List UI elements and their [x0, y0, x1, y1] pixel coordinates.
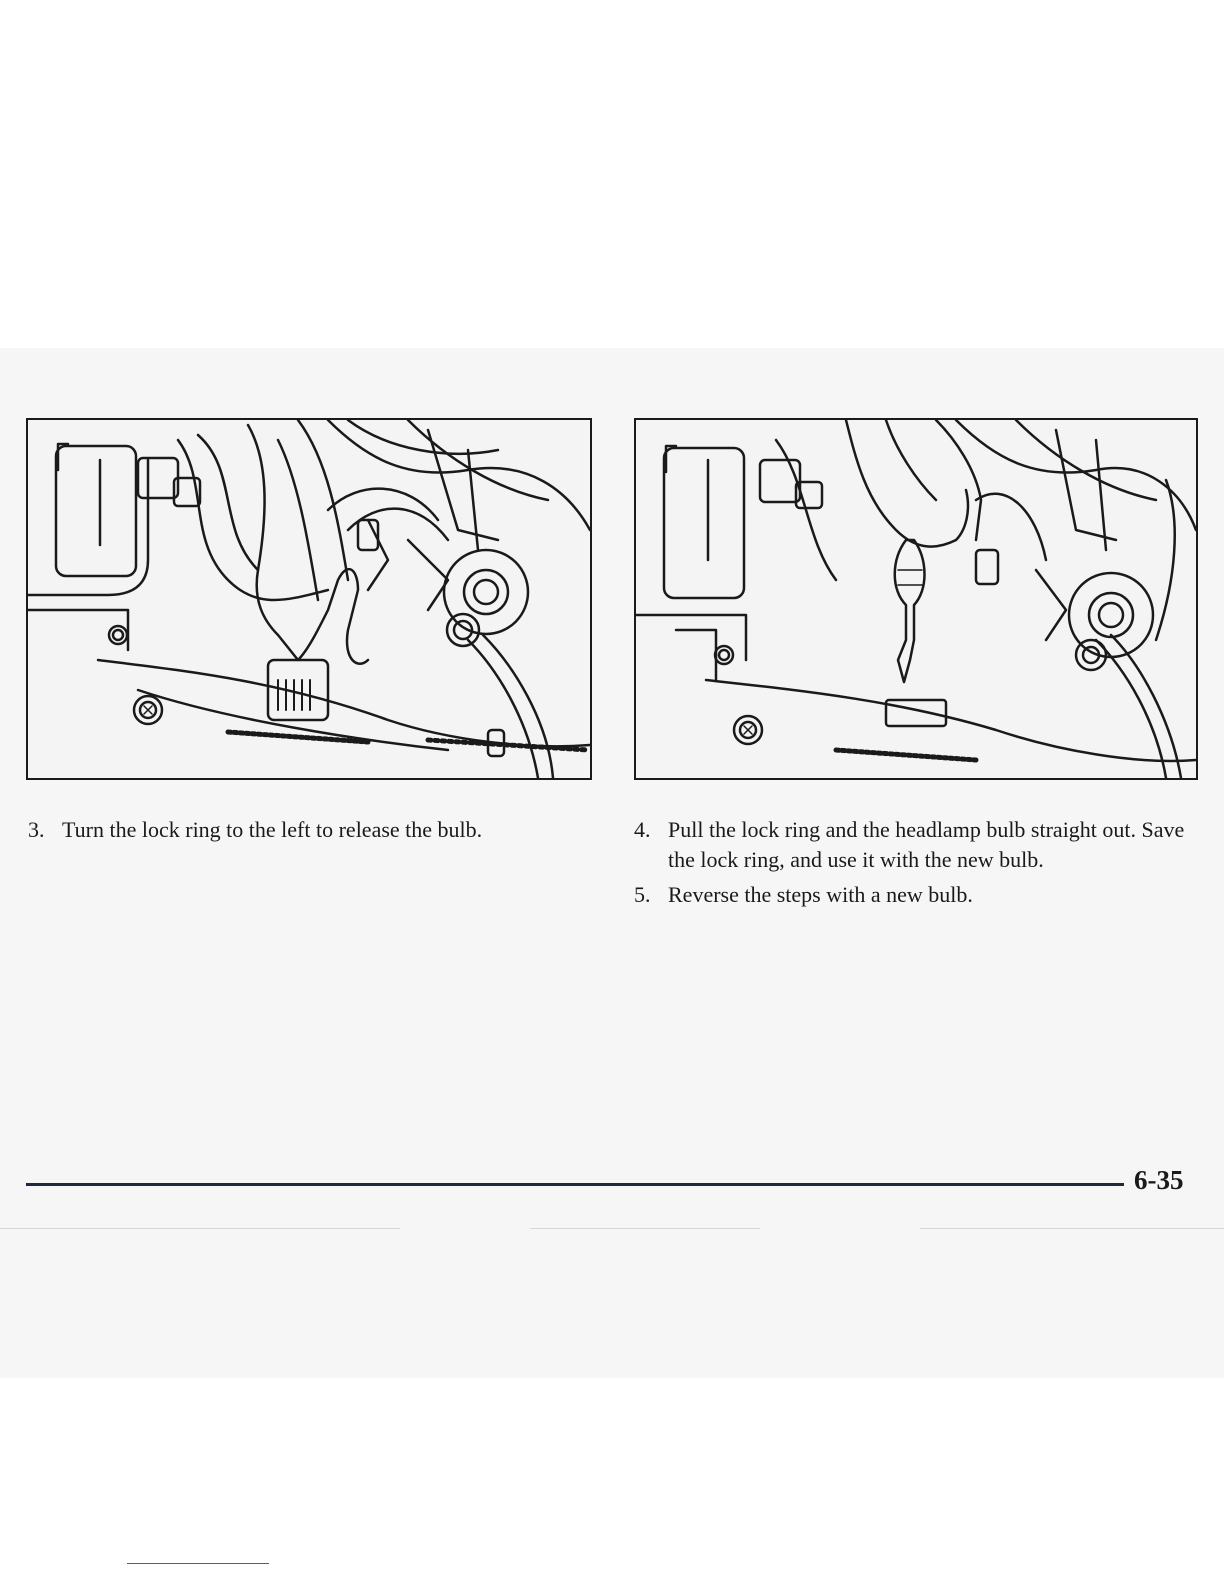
illustration-bulb-removal: [634, 418, 1198, 780]
instruction-step-5: [634, 880, 1204, 910]
step-number: 3.: [28, 817, 45, 842]
footer-rule: [26, 1183, 1124, 1186]
step-text: Reverse the steps with a new bulb.: [668, 882, 973, 907]
illustration-lock-ring-turn: [26, 418, 592, 780]
scan-artifact-line: [920, 1228, 1224, 1229]
step-text: Turn the lock ring to the left to release the bulb.: [62, 817, 483, 842]
link-underline: [127, 1563, 269, 1564]
scan-artifact-line: [0, 1228, 400, 1229]
instruction-step-3: [28, 815, 588, 845]
step-number: 5.: [634, 882, 651, 907]
instruction-step-4: [634, 815, 1204, 875]
scan-artifact-line: [530, 1228, 760, 1229]
step-number: 4.: [634, 817, 651, 842]
page-number: 6-35: [1134, 1165, 1184, 1195]
step-text: Pull the lock ring and the headlamp bulb straight out. Save the lock ring, and use it with the new bulb.: [668, 817, 1185, 872]
